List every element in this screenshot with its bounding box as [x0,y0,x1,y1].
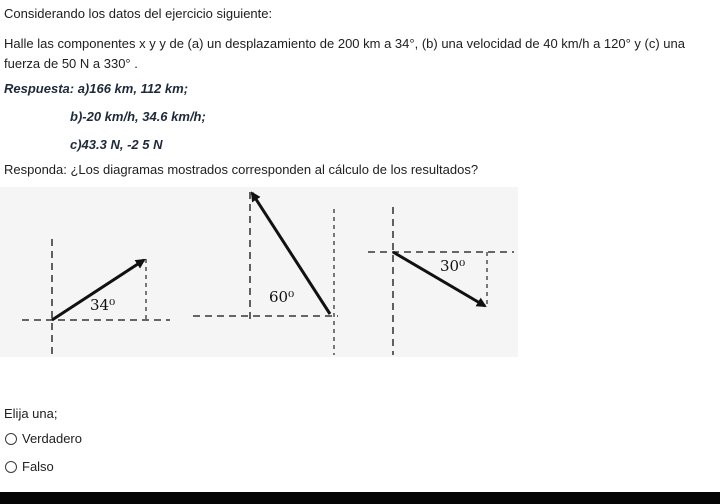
diagram-c-vector [393,252,485,306]
diagram-c-angle-label: 30⁰ [440,257,466,275]
bottom-bar [0,492,720,504]
diagram-a-angle-label: 34⁰ [90,296,116,314]
option-falso-label: Falso [22,459,54,474]
option-falso[interactable] [5,459,54,474]
answer-line-c: c)43.3 N, -2 5 N [70,137,163,152]
exercise-intro: Considerando los datos del ejercicio siguiente: [4,6,273,21]
diagram-c [368,207,514,355]
diagram-b [193,192,338,355]
vector-diagrams-figure [0,187,518,357]
option-verdadero[interactable] [5,431,82,446]
answer-line-b: b)-20 km/h, 34.6 km/h; [70,109,206,124]
answer-line-a: Respuesta: a)166 km, 112 km; [4,81,189,96]
diagram-a [22,239,170,355]
choose-one-label: Elija una; [4,406,58,421]
diagram-b-angle-label: 60⁰ [269,288,295,306]
question-text: Responda: ¿Los diagramas mostrados corresponden al cálculo de los resultados? [4,162,479,177]
radio-falso[interactable] [5,461,17,473]
radio-verdadero[interactable] [5,433,17,445]
vector-diagrams [0,187,518,357]
exercise-statement: Halle las componentes x y y de (a) un desplazamiento de 200 km a 34°, (b) una velocidad de 40 km/h a 120° y (c) una fuerza de 50 N a 330° . [4,36,685,71]
option-verdadero-label: Verdadero [22,431,82,446]
